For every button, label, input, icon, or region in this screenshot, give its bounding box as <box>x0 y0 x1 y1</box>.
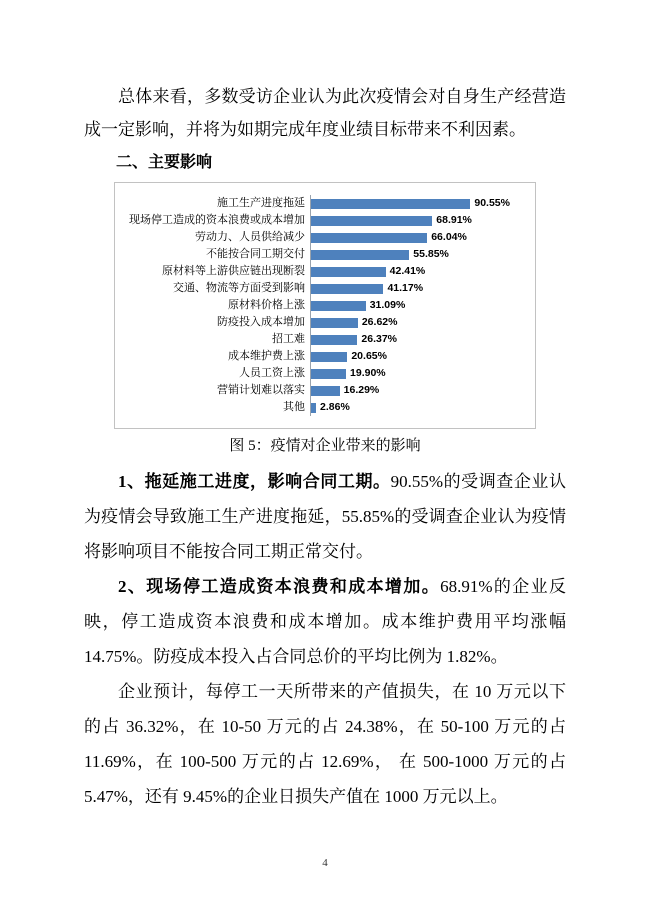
chart-row <box>119 314 535 331</box>
chart-row <box>119 195 535 212</box>
bar <box>311 318 358 328</box>
bar-track <box>310 212 535 229</box>
chart-row <box>119 348 535 365</box>
page-number: 4 <box>322 857 328 869</box>
bar-track <box>310 263 535 280</box>
section-heading: 二、主要影响 <box>116 154 213 171</box>
chart-row <box>119 246 535 263</box>
value-label: 90.55% <box>474 197 510 210</box>
intro-paragraph <box>84 80 566 146</box>
value-label: 16.29% <box>343 384 380 397</box>
value-label: 68.91% <box>436 214 472 227</box>
category-label: 不能按合同工期交付 <box>206 248 305 260</box>
figure-caption: 图 5：疫情对企业带来的影响 <box>229 438 421 454</box>
bar <box>311 301 366 311</box>
bar <box>311 386 340 396</box>
category-label: 其他 <box>283 401 305 413</box>
category-label: 人员工资上涨 <box>239 367 305 379</box>
value-label: 42.41% <box>389 265 426 278</box>
bar-track <box>310 382 535 399</box>
bar-track <box>310 297 535 314</box>
chart-row <box>119 399 535 416</box>
chart-row <box>119 280 535 297</box>
paragraph-1-body: 90.55%的受调查企业认为疫情会导致施工生产进度拖延，55.85%的受调查企业认为疫情将影响项目不能按合同工期正常交付。 <box>84 472 567 561</box>
value-label: 31.09% <box>369 299 406 312</box>
value-label: 55.85% <box>413 248 449 261</box>
category-label: 成本维护费上涨 <box>228 350 305 362</box>
value-label: 26.62% <box>361 316 398 329</box>
body-paragraph-2 <box>84 569 566 674</box>
value-label: 19.90% <box>350 367 386 380</box>
category-label: 原材料等上游供应链出现断裂 <box>162 265 305 277</box>
category-label: 招工难 <box>272 333 305 345</box>
category-label: 交通、物流等方面受到影响 <box>173 282 305 294</box>
bar <box>311 369 346 379</box>
chart-row <box>119 263 535 280</box>
chart-row <box>119 382 535 399</box>
chart-row <box>119 365 535 382</box>
category-label: 营销计划难以落实 <box>217 384 305 396</box>
body-paragraph-1 <box>84 464 566 569</box>
bar <box>311 216 432 226</box>
chart-row <box>119 297 535 314</box>
category-label: 现场停工造成的资本浪费或成本增加 <box>129 214 305 226</box>
category-label: 防疫投入成本增加 <box>217 316 305 328</box>
bar-track <box>310 331 535 348</box>
bar-track <box>310 280 535 297</box>
bar-track <box>310 195 535 212</box>
bar-chart-rows <box>115 195 535 416</box>
value-label: 2.86% <box>320 401 350 414</box>
category-label: 劳动力、人员供给减少 <box>195 231 305 243</box>
paragraph-2-lead: 2、现场停工造成资本浪费和成本增加。 <box>118 577 441 596</box>
body-paragraph-3 <box>84 674 566 814</box>
category-label: 施工生产进度拖延 <box>217 197 305 209</box>
bar <box>311 335 357 345</box>
bar <box>311 284 383 294</box>
bar-track <box>310 314 535 331</box>
paragraph-2-body: 68.91%的企业反映，停工造成资本浪费和成本增加。成本维护费用平均涨幅 14.75%。防疫成本投入占合同总价的平均比例为 1.82%。 <box>84 577 566 666</box>
bar <box>311 199 470 209</box>
intro-text: 总体来看，多数受访企业认为此次疫情会对自身生产经营造成一定影响，并将为如期完成年度业绩目标带来不利因素。 <box>84 87 566 139</box>
bar-track <box>310 246 535 263</box>
value-label: 41.17% <box>387 282 424 295</box>
bar <box>311 352 347 362</box>
chart-row <box>119 331 535 348</box>
bar <box>311 267 386 277</box>
bar-track <box>310 229 535 246</box>
bar <box>311 250 409 260</box>
bar-track <box>310 399 535 416</box>
chart-row <box>119 212 535 229</box>
value-label: 66.04% <box>431 231 467 244</box>
paragraph-1-lead: 1、拖延施工进度，影响合同工期。 <box>118 472 391 491</box>
bar <box>311 403 316 413</box>
bar-chart <box>114 182 536 429</box>
category-label: 原材料价格上涨 <box>228 299 305 311</box>
bar-track <box>310 348 535 365</box>
bar <box>311 233 427 243</box>
bar-track <box>310 365 535 382</box>
value-label: 26.37% <box>361 333 398 346</box>
paragraph-3-body: 企业预计，每停工一天所带来的产值损失，在 10 万元以下的占 36.32%，在 10-50 万元的占 24.38%，在 50-100 万元的占 11.69%，在 100-500 万元的占 12.69%， 在 500-1000 万元的占 5.47%，还有 9.45%的企业日损失产值在 1000 万元以上。 <box>84 682 566 806</box>
value-label: 20.65% <box>351 350 387 363</box>
chart-row <box>119 229 535 246</box>
